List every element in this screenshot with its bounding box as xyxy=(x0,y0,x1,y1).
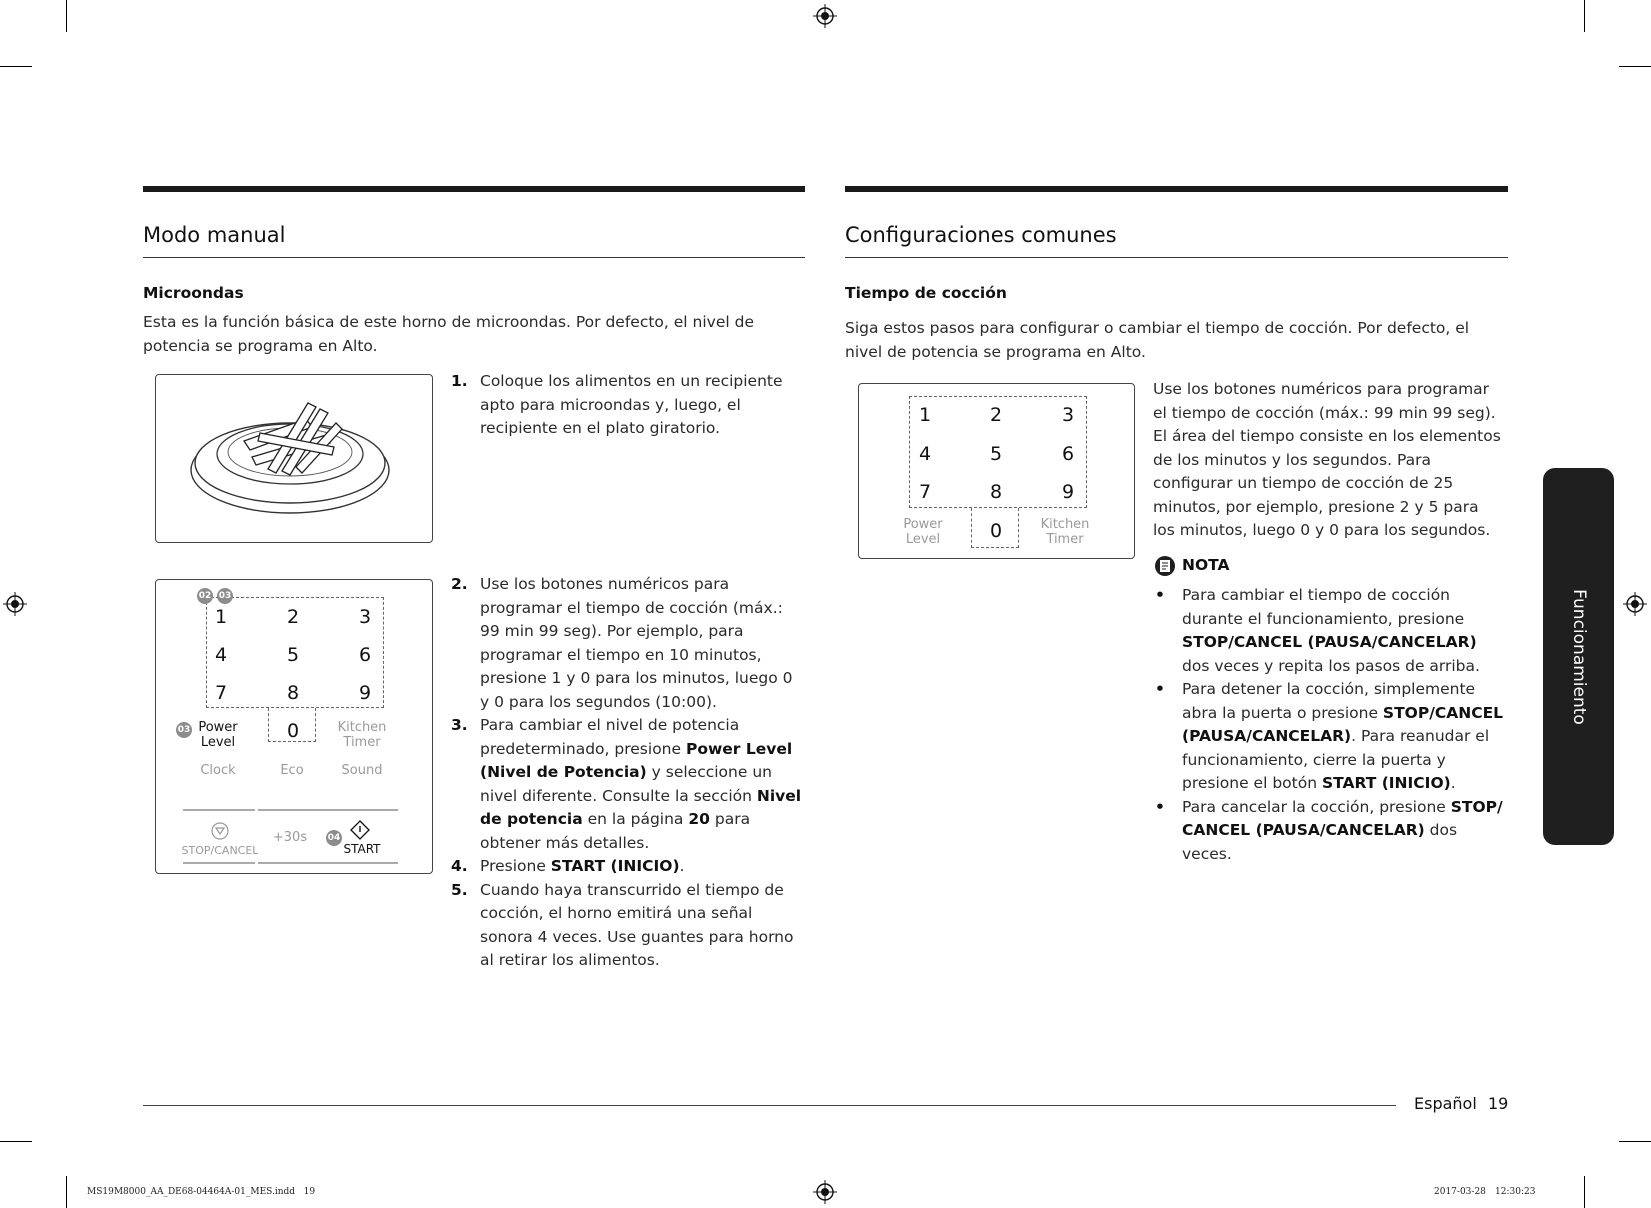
registration-mark-icon xyxy=(1623,592,1647,616)
key-1[interactable]: 1 xyxy=(919,404,932,426)
key-5[interactable]: 5 xyxy=(287,644,300,666)
chapter-side-tab xyxy=(1543,468,1614,845)
stop-cancel-button[interactable]: STOP/CANCEL xyxy=(181,844,259,857)
step-list-2 xyxy=(451,573,806,973)
step-text: Para cambiar el nivel de potencia predeterminado, presione xyxy=(480,716,740,758)
crop-mark xyxy=(1619,1141,1651,1142)
key-8[interactable]: 8 xyxy=(287,682,300,704)
left-title-rule xyxy=(143,257,805,258)
start-ref: START (INICIO) xyxy=(1321,774,1451,792)
kitchen-timer-button[interactable]: Kitchen Timer xyxy=(337,720,387,750)
step-text: en la página xyxy=(582,810,689,828)
key-7[interactable]: 7 xyxy=(919,481,932,503)
crop-mark xyxy=(66,1176,67,1208)
step-item xyxy=(451,573,806,714)
step-item xyxy=(451,370,806,441)
step-text: Cuando haya transcurrido el tiempo de cocción, el horno emitirá una señal sonora 4 veces. Use guantes para horno al retirar los alimentos. xyxy=(480,880,794,969)
slug-date: 2017-03-28 xyxy=(1434,1187,1486,1197)
note-text: Para cambiar el tiempo de cocción durante el funcionamiento, presione xyxy=(1182,586,1465,628)
registration-mark-icon xyxy=(813,1180,837,1204)
registration-mark-icon xyxy=(813,4,837,28)
start-button[interactable]: START xyxy=(343,842,381,856)
note-text: dos veces. xyxy=(1182,821,1458,863)
key-1[interactable]: 1 xyxy=(215,606,228,628)
step-number: 3. xyxy=(451,716,468,734)
note-text: Para cancelar la cocción, presione xyxy=(1182,797,1451,816)
panel-divider xyxy=(183,809,255,811)
step-text: Use los botones numéricos para programar el tiempo de cocción (máx.: 99 min 99 seg). Por ejemplo, para programar el tiempo en 10 minutos, presione 1 y 0 para los minutos, luego 0 y 0 para los segundos (10:00). xyxy=(480,575,793,711)
step-badge-02: 02 xyxy=(197,588,213,604)
registration-mark-icon xyxy=(3,592,27,616)
plus-30s-button[interactable]: +30s xyxy=(272,830,308,845)
left-intro: Esta es la función básica de este horno de microondas. Por defecto, el nivel de potencia se programa en Alto. xyxy=(143,313,754,355)
key-9[interactable]: 9 xyxy=(359,682,372,704)
key-0[interactable]: 0 xyxy=(990,520,1003,542)
note-text: . Para reanudar el funcionamiento, cierre la puerta y presione el botón xyxy=(1182,727,1490,792)
footer-rule xyxy=(143,1105,1396,1106)
note-text: . xyxy=(1450,774,1456,792)
step-list-1 xyxy=(451,370,806,441)
key-0[interactable]: 0 xyxy=(287,720,300,742)
stop-cancel-ref: STOP/ CANCEL (PAUSA/CANCELAR) xyxy=(1182,797,1503,839)
note-icon xyxy=(1154,555,1176,577)
right-body: Use los botones numéricos para programar el tiempo de cocción (máx.: 99 min 99 seg). El área del tiempo consiste en los elementos de los minutos y los segundos. Para configurar un tiempo de cocción de 25 minutos, por ejemplo, presione 2 y 5 para los minutos, luego 0 y 0 para los segundos. xyxy=(1153,380,1501,539)
step-text: y seleccione un nivel diferente. Consulte la sección xyxy=(480,763,772,805)
step-text: . xyxy=(679,857,685,875)
kitchen-timer-button[interactable]: Kitchen Timer xyxy=(1040,517,1090,547)
left-subtitle: Microondas xyxy=(143,284,244,302)
slug-filename: MS19M8000_AA_DE68-04464A-01_MES.indd 19 xyxy=(87,1187,316,1197)
note-text: dos veces y repita los pasos de arriba. xyxy=(1182,656,1480,675)
key-3[interactable]: 3 xyxy=(1062,404,1075,426)
footer-language: Español xyxy=(1414,1094,1477,1113)
step-item xyxy=(451,714,806,855)
sound-button[interactable]: Sound xyxy=(341,763,383,778)
right-intro: Siga estos pasos para configurar o cambiar el tiempo de cocción. Por defecto, el nivel de potencia se programa en Alto. xyxy=(845,319,1470,361)
note-list xyxy=(1153,584,1505,866)
slug-time: 12:30:23 xyxy=(1495,1187,1536,1197)
page-ref: 20 xyxy=(688,810,710,828)
turntable-plate-icon xyxy=(156,375,434,544)
chapter-side-tab-label: Funcionamiento xyxy=(1568,588,1589,725)
note-item xyxy=(1153,678,1505,796)
key-4[interactable]: 4 xyxy=(919,443,932,465)
step-number: 1. xyxy=(451,372,468,390)
eco-button[interactable]: Eco xyxy=(280,763,304,778)
right-title-rule xyxy=(845,257,1508,258)
note-text: Para detener la cocción, simplemente abra la puerta o presione xyxy=(1182,680,1476,722)
step-text: para obtener más detalles. xyxy=(480,810,751,852)
panel-divider xyxy=(258,862,398,864)
power-level-section-ref: Nivel de potencia xyxy=(480,786,802,828)
crop-mark xyxy=(0,66,32,67)
key-2[interactable]: 2 xyxy=(287,606,300,628)
left-section-title: Modo manual xyxy=(143,223,286,247)
step-badge-03-power: 03 xyxy=(176,722,192,738)
right-heavy-rule xyxy=(845,186,1508,192)
step-number: 4. xyxy=(451,857,468,875)
step-badge-03: 03 xyxy=(217,588,233,604)
right-subtitle: Tiempo de cocción xyxy=(845,284,1007,302)
control-panel-illustration xyxy=(155,579,433,874)
stop-cancel-ref: STOP/CANCEL (PAUSA/CANCELAR) xyxy=(1182,703,1504,745)
step-text: Presione xyxy=(480,857,551,875)
note-item xyxy=(1153,796,1505,867)
key-2[interactable]: 2 xyxy=(990,404,1003,426)
key-9[interactable]: 9 xyxy=(1062,481,1075,503)
footer-page-number: 19 xyxy=(1488,1094,1509,1113)
crop-mark xyxy=(0,1141,32,1142)
panel-divider xyxy=(183,862,255,864)
step-item xyxy=(451,855,806,879)
key-3[interactable]: 3 xyxy=(359,606,372,628)
key-4[interactable]: 4 xyxy=(215,644,228,666)
step-number: 2. xyxy=(451,575,468,593)
start-icon xyxy=(349,819,371,841)
crop-mark xyxy=(1619,66,1651,67)
key-6[interactable]: 6 xyxy=(359,644,372,666)
clock-button[interactable]: Clock xyxy=(200,763,236,778)
note-label: NOTA xyxy=(1182,556,1230,574)
left-heavy-rule xyxy=(143,186,805,192)
step-item xyxy=(451,879,806,973)
key-6[interactable]: 6 xyxy=(1062,443,1075,465)
stop-cancel-icon xyxy=(210,821,230,841)
note-item xyxy=(1153,584,1505,678)
crop-mark xyxy=(1584,0,1585,32)
key-5[interactable]: 5 xyxy=(990,443,1003,465)
crop-mark xyxy=(66,0,67,32)
key-8[interactable]: 8 xyxy=(990,481,1003,503)
number-keypad-illustration xyxy=(858,383,1135,559)
power-level-ref: Power Level (Nivel de Potencia) xyxy=(480,739,793,781)
key-7[interactable]: 7 xyxy=(215,682,228,704)
start-ref: START (INICIO) xyxy=(550,857,680,875)
food-plate-illustration xyxy=(155,374,433,543)
crop-mark xyxy=(1584,1176,1585,1208)
power-level-button[interactable]: Power Level xyxy=(903,517,943,547)
step-text: Coloque los alimentos en un recipiente apto para microondas y, luego, el recipiente en el plato giratorio. xyxy=(480,372,783,437)
step-badge-04: 04 xyxy=(326,830,342,846)
panel-divider xyxy=(258,809,398,811)
stop-cancel-ref: STOP/CANCEL (PAUSA/CANCELAR) xyxy=(1182,633,1477,651)
step-number: 5. xyxy=(451,880,468,899)
power-level-button[interactable]: Power Level xyxy=(198,720,238,750)
right-section-title: Configuraciones comunes xyxy=(845,223,1117,247)
